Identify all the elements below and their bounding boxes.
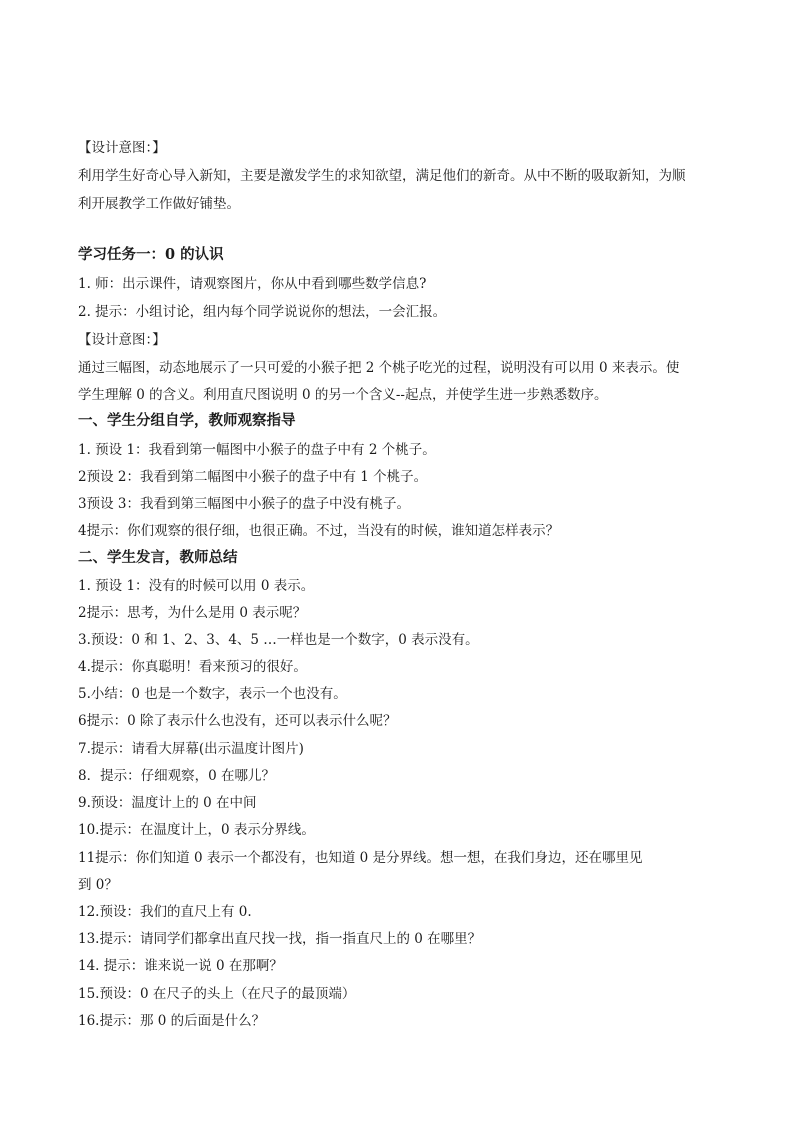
list-item: 4.提示：你真聪明！看来预习的很好。	[78, 659, 307, 675]
list-item: 5.小结：0 也是一个数字，表示一个也没有。	[78, 686, 347, 702]
design-intent-paragraph-line: 利用学生好奇心导入新知，主要是激发学生的求知欲望，满足他们的新奇。从中不断的吸取新知，为顺	[78, 168, 686, 184]
list-item: 16.提示：那 0 的后面是什么？	[78, 1013, 266, 1029]
list-item: 1. 预设 1：我看到第一幅图中小猴子的盘子中有 2 个桃子。	[78, 442, 436, 458]
list-item: 3.预设：0 和 1、2、3、4、5 …一样也是一个数字，0 表示没有。	[78, 632, 479, 648]
list-item: 11提示：你们知道 0 表示一个都没有，也知道 0 是分界线。想一想，在我们身边，还在哪里见	[78, 850, 643, 866]
design-intent-heading: 【设计意图：】	[78, 332, 166, 348]
list-item: 9.预设：温度计上的 0 在中间	[78, 795, 257, 811]
design-intent-paragraph-line: 利开展教学工作做好铺垫。	[78, 196, 240, 212]
list-item: 4提示：你们观察的很仔细，也很正确。不过，当没有的时候，谁知道怎样表示？	[78, 523, 560, 539]
design-intent-paragraph-line: 通过三幅图，动态地展示了一只可爱的小猴子把 2 个桃子吃光的过程，说明没有可以用 0 来表示。使	[78, 360, 680, 376]
list-item: 3预设 3：我看到第三幅图中小猴子的盘子中没有桃子。	[78, 496, 410, 512]
list-item: 12.预设：我们的直尺上有 0.	[78, 904, 252, 920]
list-item: 15.预设：0 在尺子的头上（在尺子的最顶端）	[78, 986, 356, 1002]
list-item: 2提示：思考，为什么是用 0 表示呢？	[78, 605, 307, 621]
list-item: 13.提示：请同学们都拿出直尺找一找，指一指直尺上的 0 在哪里？	[78, 931, 482, 947]
section-heading: 一、学生分组自学，教师观察指导	[78, 412, 296, 429]
section-heading: 二、学生发言，教师总结	[78, 549, 238, 566]
list-item: 7.提示：请看大屏幕(出示温度计图片)	[78, 741, 304, 757]
task-item: 2. 提示：小组讨论，组内每个同学说说你的想法，一会汇报。	[78, 304, 447, 320]
list-item: 14. 提示：谁来说一说 0 在那啊？	[78, 958, 283, 974]
list-item: 2预设 2：我看到第二幅图中小猴子的盘子中有 1 个桃子。	[78, 469, 428, 485]
task-item: 1. 师：出示课件，请观察图片，你从中看到哪些数学信息?	[78, 276, 427, 292]
task-title: 学习任务一：0 的认识	[78, 246, 224, 263]
design-intent-heading: 【设计意图：】	[78, 140, 166, 156]
list-item: 10.提示：在温度计上，0 表示分界线。	[78, 822, 315, 838]
list-item: 8．提示：仔细观察，0 在哪儿？	[78, 768, 275, 784]
list-item: 1. 预设 1：没有的时候可以用 0 表示。	[78, 578, 315, 594]
list-item: 到 0？	[78, 877, 118, 893]
list-item: 6提示：0 除了表示什么也没有，还可以表示什么呢？	[78, 713, 397, 729]
design-intent-paragraph-line: 学生理解 0 的含义。利用直尺图说明 0 的另一个含义--起点，并使学生进一步熟悉数序。	[78, 387, 608, 403]
